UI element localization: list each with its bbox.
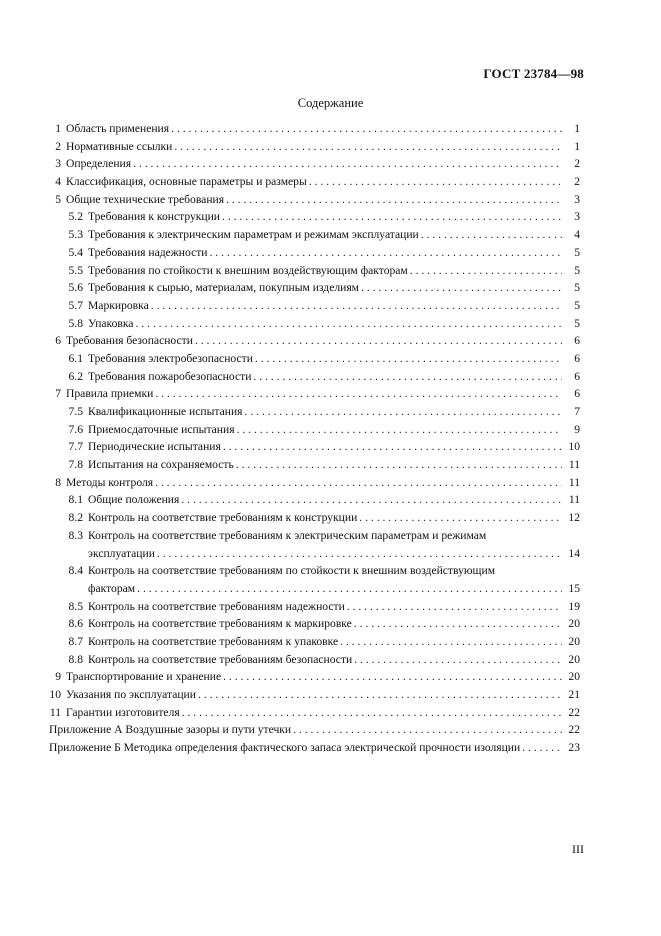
toc-entry-title: Гарантии изготовителя [66, 705, 180, 719]
toc-entry-title: Общие технические требования [66, 192, 225, 206]
dot-leader [236, 456, 562, 474]
dot-leader [309, 173, 562, 191]
toc-entry[interactable] [49, 226, 580, 244]
toc-entry-page: 15 [568, 581, 580, 595]
toc-entry-number: 8.6 [68, 617, 83, 631]
dot-leader [151, 297, 562, 315]
toc-entry[interactable] [49, 474, 580, 492]
toc-entry-page: 20 [568, 634, 580, 648]
dot-leader [137, 580, 562, 598]
toc-entry[interactable] [49, 138, 580, 156]
toc-entry-title: Контроль на соответствие требованиям к электрическим параметрам и режимам [88, 528, 487, 542]
dot-leader [182, 704, 562, 722]
dot-leader [157, 545, 562, 563]
toc-entry-number: 3 [55, 157, 61, 171]
dot-leader [522, 739, 562, 757]
page-number: III [572, 842, 584, 856]
toc-entry[interactable] [49, 262, 580, 280]
toc-entry-number: 6.2 [68, 369, 83, 383]
dot-leader [237, 421, 562, 439]
toc-entry-title: Требования к сырью, материалам, покупным изделиям [88, 281, 360, 295]
toc-entry-title: Нормативные ссылки [66, 139, 173, 153]
toc-entry-title: Область применения [66, 122, 170, 135]
dot-leader [421, 226, 562, 244]
toc-entry-page: 5 [574, 245, 580, 259]
toc-entry-title: Требования электробезопасности [88, 351, 253, 365]
toc-entry-title: Требования к конструкции [88, 210, 221, 224]
dot-leader [223, 668, 562, 686]
toc-entry-page: 5 [574, 263, 580, 277]
dot-leader [135, 315, 562, 333]
toc-entry[interactable] [49, 651, 580, 669]
toc-entry-page: 21 [568, 688, 580, 701]
dot-leader [155, 385, 562, 403]
toc-entry-title: Контроль на соответствие требованиям надежности [88, 599, 345, 613]
toc-entry-title: Транспортирование и хранение [66, 670, 222, 684]
toc-entry[interactable] [49, 332, 580, 350]
dot-leader [340, 633, 562, 651]
toc-entry[interactable] [49, 244, 580, 262]
toc-entry-title: Общие положения [88, 493, 180, 507]
toc-entry[interactable] [49, 368, 580, 386]
dot-leader [245, 403, 562, 421]
toc-entry-page: 5 [574, 298, 580, 312]
toc-entry-page: 6 [574, 387, 580, 401]
toc-entry-page: 20 [568, 652, 580, 666]
toc-entry-title: Контроль на соответствие требованиям к упаковке [88, 634, 339, 648]
toc-entry-number: 10 [49, 688, 61, 701]
toc-entry-page: 9 [574, 422, 580, 436]
toc-entry[interactable] [49, 491, 580, 509]
toc-entry-page: 20 [568, 670, 580, 684]
toc-entry-title: Периодические испытания [88, 440, 221, 454]
toc-entry-number: 7.8 [68, 458, 83, 472]
toc-entry-page: 22 [568, 723, 580, 737]
dot-leader [223, 438, 562, 456]
toc-entry-page: 1 [574, 139, 580, 153]
toc-entry[interactable] [49, 173, 580, 191]
dot-leader [347, 598, 562, 616]
toc-entry-number: 8.7 [68, 634, 83, 648]
toc-entry-number: 8.2 [68, 511, 83, 525]
toc-entry-number: 5.7 [68, 298, 83, 312]
toc-entry[interactable] [49, 456, 580, 474]
toc-entry[interactable] [49, 721, 580, 739]
toc-entry-number: 6 [55, 334, 61, 348]
toc-entry-page: 2 [574, 175, 580, 189]
toc-entry-title: Требования безопасности [66, 334, 193, 348]
dot-leader [181, 491, 562, 509]
toc-entry-title: Контроль на соответствие требованиям к конструкции [88, 511, 358, 525]
toc-entry-page: 22 [568, 705, 580, 719]
toc-entry-number: 11 [49, 705, 61, 719]
toc-entry-number: 6.1 [68, 351, 83, 365]
toc-entry[interactable] [49, 704, 580, 722]
toc-entry[interactable] [49, 633, 580, 651]
toc-entry-page: 11 [568, 493, 580, 507]
toc-entry-page: 10 [568, 440, 580, 454]
toc-entry-number: 8.8 [68, 652, 83, 666]
toc-entry[interactable] [49, 191, 580, 209]
toc-entry-title: Указания по эксплуатации [66, 688, 196, 701]
toc-entry[interactable] [49, 403, 580, 421]
toc-entry-page: 5 [574, 281, 580, 295]
toc-entry-number: 8.1 [68, 493, 83, 507]
toc-entry[interactable] [49, 350, 580, 368]
toc-entry-page: 1 [574, 122, 580, 135]
table-of-contents [49, 120, 580, 757]
dot-leader [222, 208, 562, 226]
toc-entry[interactable] [49, 527, 580, 545]
dot-leader [354, 615, 562, 633]
dot-leader [155, 474, 562, 492]
toc-entry-number: 5.4 [68, 245, 83, 259]
toc-entry-number: 7.6 [68, 422, 83, 436]
dot-leader [198, 686, 562, 704]
toc-entry-title: Квалификационные испытания [88, 405, 243, 418]
toc-entry-page: 6 [574, 351, 580, 365]
toc-entry-page: 6 [574, 334, 580, 348]
toc-entry-title: Классификация, основные параметры и размеры [66, 175, 307, 189]
toc-entry-page: 4 [574, 228, 580, 242]
toc-entry-number: 5.5 [68, 263, 83, 277]
toc-entry[interactable] [49, 421, 580, 439]
dot-leader [255, 350, 562, 368]
dot-leader [293, 721, 562, 739]
toc-entry[interactable] [49, 155, 580, 173]
toc-entry-number: 5.6 [68, 281, 83, 295]
toc-entry-title: Методы контроля [66, 475, 154, 489]
toc-entry-page: 11 [568, 458, 580, 472]
dot-leader [171, 120, 562, 138]
dot-leader [359, 509, 562, 527]
toc-entry-continuation[interactable] [49, 580, 580, 598]
toc-entry-title: Испытания на сохраняемость [88, 458, 234, 472]
toc-entry-number: 7 [55, 387, 61, 401]
toc-entry-title: Контроль на соответствие требованиям к маркировке [88, 617, 352, 631]
toc-entry-number: 5 [55, 192, 61, 206]
toc-entry-title: Контроль на соответствие требованиям по стойкости к внешним воздействующим [88, 564, 496, 578]
toc-entry[interactable] [49, 279, 580, 297]
toc-entry-continuation[interactable] [49, 545, 580, 563]
toc-entry[interactable] [49, 615, 580, 633]
toc-entry-page: 3 [574, 210, 580, 224]
toc-entry-page: 6 [574, 369, 580, 383]
toc-entry-page: 14 [568, 546, 580, 560]
toc-entry-title: Требования к электрическим параметрам и режимам эксплуатации [88, 228, 419, 242]
toc-entry-title: Приемосдаточные испытания [88, 422, 235, 436]
toc-entry-page: 2 [574, 157, 580, 171]
toc-entry[interactable] [49, 385, 580, 403]
dot-leader [133, 155, 562, 173]
toc-entry-number: 7.7 [68, 440, 83, 454]
toc-entry-number: 9 [55, 670, 61, 684]
toc-title: Содержание [297, 96, 364, 110]
toc-entry-number: 5.3 [68, 228, 83, 242]
toc-entry-number: 2 [55, 139, 61, 153]
dot-leader [210, 244, 563, 262]
toc-entry-number: 5.8 [68, 316, 83, 330]
toc-entry[interactable] [49, 598, 580, 616]
toc-entry-title: Упаковка [88, 316, 134, 330]
toc-entry[interactable] [49, 438, 580, 456]
dot-leader [226, 191, 562, 209]
toc-entry[interactable] [49, 668, 580, 686]
toc-entry-number: 8.5 [68, 599, 83, 613]
toc-entry-title: Приложение Б Методика определения фактического запаса электрической прочности изоляции [49, 741, 521, 755]
toc-entry-title: Контроль на соответствие требованиям безопасности [88, 652, 353, 666]
toc-entry-title: Приложение А Воздушные зазоры и пути утечки [49, 723, 292, 737]
standard-code: ГОСТ 23784—98 [483, 66, 584, 81]
toc-entry-page: 3 [574, 192, 580, 206]
toc-entry[interactable] [49, 315, 580, 333]
toc-entry-number: 8.4 [68, 564, 83, 578]
toc-entry-page: 19 [568, 599, 580, 613]
toc-entry-page: 20 [568, 617, 580, 631]
dot-leader [410, 262, 562, 280]
toc-entry[interactable] [49, 297, 580, 315]
toc-entry-title-continuation: факторам [88, 581, 136, 595]
dot-leader [253, 368, 562, 386]
toc-entry-page: 11 [568, 475, 580, 489]
toc-entry-title: Правила приемки [66, 387, 154, 401]
toc-entry-number: 5.2 [68, 210, 83, 224]
dot-leader [354, 651, 562, 669]
toc-entry[interactable] [49, 208, 580, 226]
toc-entry-page: 5 [574, 316, 580, 330]
toc-entry-number: 8.3 [68, 528, 83, 542]
toc-entry[interactable] [49, 509, 580, 527]
toc-entry[interactable] [49, 686, 580, 704]
toc-entry-title: Требования по стойкости к внешним воздействующим факторам [88, 263, 408, 277]
toc-entry[interactable] [49, 562, 580, 580]
toc-entry-number: 7.5 [68, 405, 83, 418]
toc-entry-title: Маркировка [88, 298, 149, 312]
toc-entry-page: 23 [568, 741, 580, 755]
dot-leader [195, 332, 562, 350]
dot-leader [361, 279, 562, 297]
toc-entry-number: 8 [55, 475, 61, 489]
toc-entry-number: 4 [55, 175, 61, 189]
toc-entry-title: Требования пожаробезопасности [88, 369, 252, 383]
toc-entry-title-continuation: эксплуатации [88, 546, 155, 560]
dot-leader [174, 138, 562, 156]
toc-entry-page: 12 [568, 511, 580, 525]
toc-entry-page: 7 [574, 405, 580, 418]
toc-entry[interactable] [49, 120, 580, 138]
toc-entry[interactable] [49, 739, 580, 757]
toc-entry-title: Определения [66, 157, 132, 171]
toc-entry-title: Требования надежности [88, 245, 208, 259]
toc-entry-number: 1 [55, 122, 61, 135]
